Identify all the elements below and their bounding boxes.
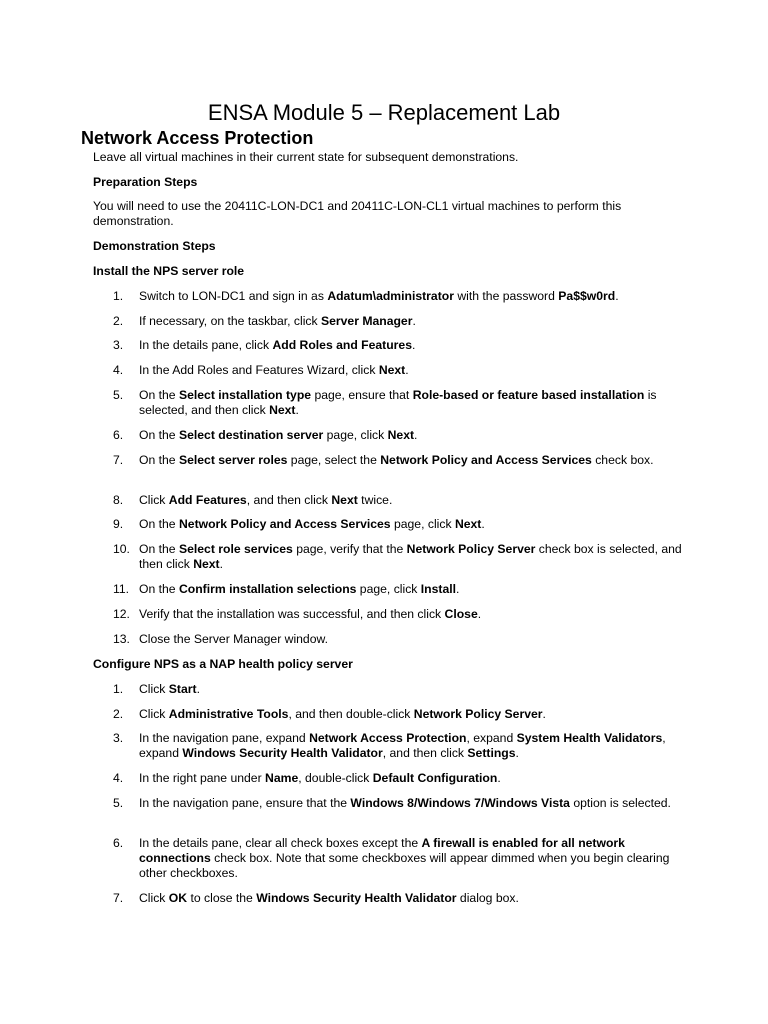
bold-term: Add Roles and Features [272, 338, 412, 352]
bold-term: Name [265, 771, 299, 785]
bold-term: Next [269, 403, 296, 417]
bold-term: Select role services [178, 542, 293, 556]
text-run: In the right pane under [139, 771, 266, 785]
install-heading: Install the NPS server role [93, 264, 245, 278]
step-text [139, 542, 684, 572]
bold-term: Adatum\administrator [327, 289, 454, 303]
text-run: twice. [357, 493, 393, 507]
step-number: 13. [113, 632, 130, 646]
intro-text: Leave all virtual machines in their current state for subsequent demonstrations. [93, 150, 519, 164]
text-run: Click [139, 682, 169, 696]
bold-term: Settings [467, 746, 516, 760]
text-run: . [515, 746, 519, 760]
text-run: . [196, 682, 200, 696]
text-run: check box. Note that some checkboxes will appear dimmed when you begin clearing other checkboxes. [139, 851, 670, 880]
text-run: . [412, 314, 416, 328]
configure-heading: Configure NPS as a NAP health policy server [93, 657, 353, 671]
text-run: page, verify that the [292, 542, 407, 556]
bold-term: Administrative Tools [168, 707, 289, 721]
step-text [139, 493, 684, 508]
step-number: 3. [113, 731, 124, 745]
bold-term: Next [387, 428, 415, 442]
bold-term: Default Configuration [372, 771, 498, 785]
bold-term: Close [444, 607, 478, 621]
bold-term: Add Features [168, 493, 247, 507]
bold-term: Network Policy Server [413, 707, 543, 721]
bold-term: Next [454, 517, 482, 531]
step-text [139, 632, 684, 647]
text-run: page, click [356, 582, 421, 596]
text-run: Click [139, 891, 169, 905]
text-run: is selected, and then click [139, 388, 657, 417]
prep-heading: Preparation Steps [93, 175, 198, 189]
bold-term: Install [420, 582, 456, 596]
text-run: . [456, 582, 460, 596]
text-run: page, ensure that [311, 388, 413, 402]
step-text [139, 707, 684, 722]
text-run: On the [139, 542, 179, 556]
bold-term: Network Policy Server [406, 542, 536, 556]
section-title: Network Access Protection [81, 128, 314, 148]
step-number: 2. [113, 707, 124, 721]
text-run: In the navigation pane, expand [139, 731, 310, 745]
step-number: 7. [113, 453, 124, 467]
bold-term: Start [168, 682, 197, 696]
step-text [139, 582, 684, 597]
step-text [139, 771, 684, 786]
text-run: , double-click [298, 771, 373, 785]
step-text [139, 314, 684, 329]
step-text [139, 363, 684, 378]
text-run: In the details pane, click [139, 338, 273, 352]
page-title: ENSA Module 5 – Replacement Lab [207, 100, 561, 125]
text-run: . [405, 363, 409, 377]
step-text [139, 289, 684, 304]
bold-term: Confirm installation selections [178, 582, 357, 596]
step-number: 5. [113, 796, 124, 810]
step-text [139, 796, 684, 811]
text-run: . [414, 428, 418, 442]
text-run: . [411, 338, 416, 352]
text-run: check box. [591, 453, 654, 467]
step-text [139, 607, 684, 622]
step-number: 1. [113, 682, 124, 696]
text-run: , expand [139, 731, 666, 760]
text-run: On the [139, 428, 179, 442]
step-text [139, 388, 684, 418]
text-run: page, click [323, 428, 388, 442]
bold-term: Select destination server [178, 428, 324, 442]
bold-term: Role-based or feature based installation [412, 388, 645, 402]
bold-term: Select installation type [178, 388, 312, 402]
step-text [139, 682, 684, 697]
step-text [139, 338, 684, 353]
text-run: . [497, 771, 501, 785]
step-number: 8. [113, 493, 124, 507]
step-text [139, 731, 684, 761]
text-run: On the [139, 453, 179, 467]
text-run: Click [139, 707, 169, 721]
text-run: page, click [390, 517, 455, 531]
text-run: Click [139, 493, 169, 507]
step-number: 12. [113, 607, 130, 621]
text-run: On the [139, 388, 179, 402]
bold-term: Windows Security Health Validator [256, 891, 457, 905]
step-number: 10. [113, 542, 130, 556]
step-number: 7. [113, 891, 124, 905]
step-text [139, 428, 684, 443]
step-text [139, 517, 684, 532]
bold-term: Network Policy and Access Services [380, 453, 592, 467]
step-number: 4. [113, 771, 124, 785]
text-run: , and then double-click [288, 707, 414, 721]
text-run: option is selected. [569, 796, 671, 810]
bold-term: Network Access Protection [309, 731, 467, 745]
text-run: . [542, 707, 546, 721]
bold-term: Select server roles [178, 453, 288, 467]
step-number: 1. [113, 289, 124, 303]
step-number: 5. [113, 388, 124, 402]
step-number: 4. [113, 363, 124, 377]
step-text [139, 891, 684, 906]
text-run: to close the [187, 891, 257, 905]
text-run: with the password [453, 289, 559, 303]
text-run: , and then click [382, 746, 468, 760]
bold-term: System Health Validators [516, 731, 663, 745]
bold-term: A firewall is enabled for all network connections [139, 836, 625, 865]
text-run: Close the Server Manager window. [139, 632, 329, 646]
text-run: On the [139, 582, 179, 596]
demo-heading: Demonstration Steps [93, 239, 216, 253]
step-number: 3. [113, 338, 124, 352]
text-run: check box is selected, and then click [139, 542, 682, 571]
text-run: . [615, 289, 619, 303]
bold-term: Next [331, 493, 358, 507]
step-number: 9. [113, 517, 124, 531]
step-text [139, 836, 684, 881]
text-run: . [477, 607, 482, 621]
bold-term: Windows Security Health Validator [182, 746, 383, 760]
text-run: If necessary, on the taskbar, click [139, 314, 321, 328]
text-run: , expand [466, 731, 517, 745]
bold-term: Next [193, 557, 220, 571]
text-run: In the details pane, clear all check boxes except the [139, 836, 422, 850]
prep-text: You will need to use the 20411C-LON-DC1 and 20411C-LON-CL1 virtual machines to perform this demonstration. [93, 199, 622, 228]
text-run: . [295, 403, 299, 417]
text-run: . [219, 557, 224, 571]
bold-term: OK [168, 891, 188, 905]
bold-term: Network Policy and Access Services [178, 517, 391, 531]
step-number: 11. [113, 582, 130, 596]
text-run: . [481, 517, 485, 531]
bold-term: Next [378, 363, 406, 377]
bold-term: Server Manager [321, 314, 413, 328]
step-text [139, 453, 684, 468]
text-run: Switch to LON-DC1 and sign in as [139, 289, 328, 303]
bold-term: Windows 8/Windows 7/Windows Vista [350, 796, 570, 810]
text-run: dialog box. [456, 891, 519, 905]
text-run: On the [139, 517, 179, 531]
bold-term: Pa$$w0rd [558, 289, 616, 303]
step-number: 6. [113, 428, 124, 442]
text-run: In the Add Roles and Features Wizard, click [139, 363, 379, 377]
text-run: page, select the [287, 453, 381, 467]
step-number: 6. [113, 836, 124, 850]
step-number: 2. [113, 314, 124, 328]
text-run: In the navigation pane, ensure that the [139, 796, 351, 810]
text-run: , and then click [246, 493, 332, 507]
text-run: Verify that the installation was successful, and then click [139, 607, 445, 621]
